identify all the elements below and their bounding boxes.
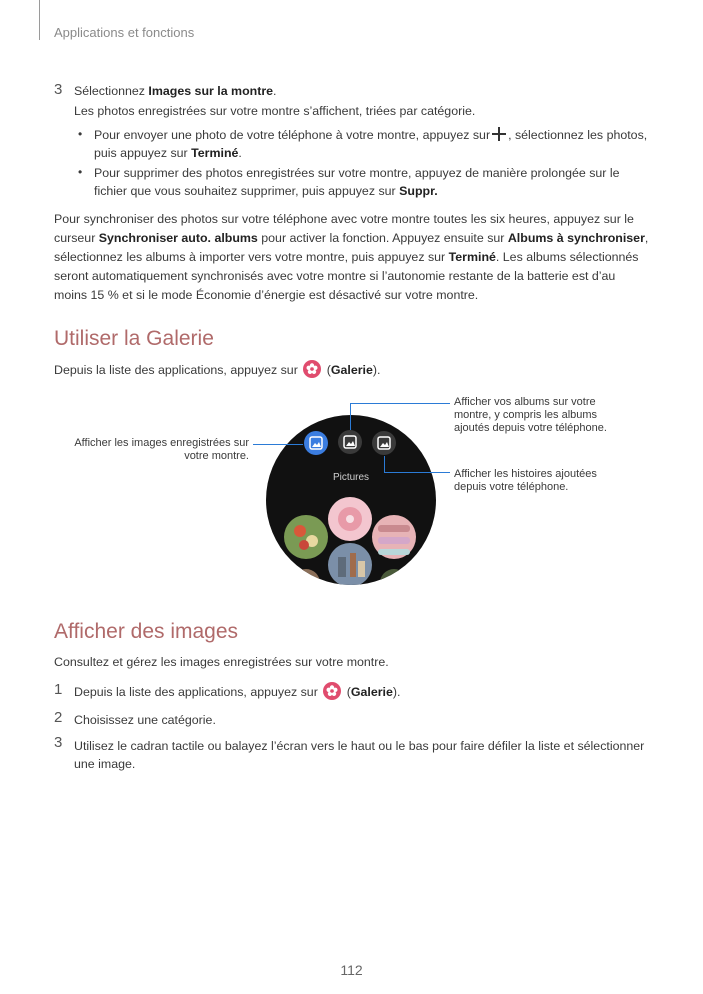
view-step2: Choisissez une catégorie. xyxy=(74,713,216,727)
callout-top: Afficher vos albums sur votre montre, y compris les albums ajoutés depuis votre téléphone. xyxy=(454,396,607,434)
header-rule xyxy=(39,0,40,40)
view-step3-line1: Utilisez le cadran tactile ou balayez l’écran vers le haut ou le bas pour faire défiler la liste et sélectionner xyxy=(74,739,645,753)
gallery-app-icon xyxy=(303,360,321,378)
sync-line4: seront automatiquement synchronisés avec votre montre si l’autonomie restante de la batterie est d’au xyxy=(54,269,616,283)
images-tab-icon xyxy=(304,431,328,455)
callout-left: Afficher les images enregistrées sur votre montre. xyxy=(74,437,249,462)
callout-line-left xyxy=(253,444,303,445)
use-gallery-intro: Depuis la liste des applications, appuyez sur (Galerie). xyxy=(54,360,380,381)
watch-title: Pictures xyxy=(332,472,370,483)
albums-tab-icon xyxy=(338,430,362,454)
section-title-view-images: Afficher des images xyxy=(54,620,239,643)
watch-screen xyxy=(266,415,436,585)
bullet2-line2: fichier que vous souhaitez supprimer, puis appuyez sur Suppr. xyxy=(94,184,438,198)
view-step1: Depuis la liste des applications, appuyez sur (Galerie). xyxy=(74,682,400,703)
bullet-dot: • xyxy=(78,165,83,179)
stories-tab-icon xyxy=(372,431,396,455)
photo-salad xyxy=(284,515,328,559)
plus-icon xyxy=(492,127,506,141)
step-number: 3 xyxy=(54,81,63,98)
callout-right: Afficher les histoires ajoutées depuis votre téléphone. xyxy=(454,468,597,493)
step-number: 1 xyxy=(54,681,63,698)
callout-line-right-v xyxy=(384,456,385,472)
callout-line-top-v xyxy=(350,403,351,430)
sync-line3: sélectionnez les albums à importer vers votre montre, puis appuyez sur Terminé. Les albums sélectionnés xyxy=(54,250,639,264)
view-images-intro: Consultez et gérez les images enregistrées sur votre montre. xyxy=(54,655,389,669)
sync-line2: curseur Synchroniser auto. albums pour activer la fonction. Appuyez ensuite sur Albums à synchroniser, xyxy=(54,231,649,245)
callout-line-top-h xyxy=(350,403,450,404)
callout-line-right-h xyxy=(384,472,450,473)
watch-screen-art xyxy=(266,415,436,585)
step-number: 3 xyxy=(54,734,63,751)
section-header: Applications et fonctions xyxy=(54,25,195,40)
view-step3-line2: une image. xyxy=(74,757,136,771)
step3-line1: Sélectionnez Images sur la montre. xyxy=(74,84,277,98)
bullet2-line1: Pour supprimer des photos enregistrées sur votre montre, appuyez de manière prolongée sur le xyxy=(94,166,620,180)
bullet1-line1: Pour envoyer une photo de votre téléphone à votre montre, appuyez sur , sélectionnez les photos, xyxy=(94,128,648,142)
images-on-watch-label: Images sur la montre xyxy=(148,84,274,98)
bullet1-line2: puis appuyez sur Terminé. xyxy=(94,146,242,160)
bullet-dot: • xyxy=(78,127,83,141)
step3-line2: Les photos enregistrées sur votre montre s’affichent, triées par catégorie. xyxy=(74,104,476,118)
gallery-app-icon xyxy=(323,682,341,700)
section-title-use-gallery: Utiliser la Galerie xyxy=(54,327,214,350)
sync-line1: Pour synchroniser des photos sur votre téléphone avec votre montre toutes les six heures, appuyez sur le xyxy=(54,212,634,226)
sync-line5: moins 15 % et si le mode Économie d’énergie est désactivé sur votre montre. xyxy=(54,288,479,302)
step-number: 2 xyxy=(54,709,63,726)
page-number: 112 xyxy=(340,962,363,978)
